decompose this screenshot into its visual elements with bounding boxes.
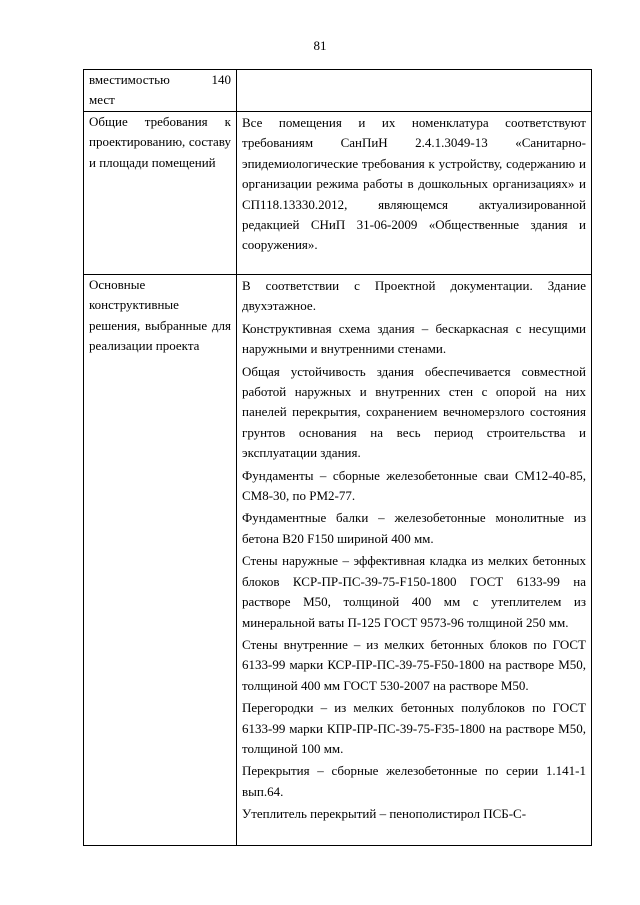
row-content-cell — [237, 275, 592, 846]
content-paragraph: Стены наружные – эффективная кладка из мелких бетонных блоков КСР-ПР-ПС-39-75-F150-1800 ГОСТ 6133-99 на растворе М50, толщиной 400 мм с утеплителем из минеральной ваты П-125 ГОСТ 9573-96 толщиной 250 мм. — [242, 553, 586, 630]
row-content-cell — [237, 112, 592, 275]
table-row — [84, 112, 592, 275]
row-label — [89, 70, 231, 90]
table-row — [84, 275, 592, 846]
row-label-continuation: мест — [89, 92, 115, 108]
project-spec-table — [83, 69, 592, 846]
content-paragraph: Утеплитель перекрытий – пенополистирол ПСБ-С- — [242, 806, 527, 822]
table-row — [84, 70, 592, 112]
content-paragraph: Перекрытия – сборные железобетонные по серии 1.141-1 вып.64. — [242, 763, 586, 799]
row-content-cell — [237, 70, 592, 112]
row-label-part: вместимостью — [89, 72, 170, 87]
content-paragraph: Стены внутренние – из мелких бетонных блоков по ГОСТ 6133-99 марки КСР-ПР-ПС-39-75-F50-1800 на растворе М50, толщиной 400 мм ГОСТ 530-2007 на растворе М50. — [242, 636, 586, 693]
content-paragraph: Фундаменты – сборные железобетонные сваи СМ12-40-85, СМ8-30, по РМ2-77. — [242, 467, 586, 504]
content-paragraph: Фундаментные балки – железобетонные монолитные из бетона В20 F150 шириной 400 мм. — [242, 510, 586, 546]
page-number: 81 — [313, 38, 327, 53]
content-paragraph: Конструктивная схема здания – бескаркасная с несущими наружными и внутренними стенами. — [242, 320, 586, 357]
row-label-cell — [84, 112, 237, 275]
row-label: Общие требования к проектированию, составу и площади помещений — [89, 114, 231, 170]
row-label-cell — [84, 70, 237, 112]
content-paragraph: Перегородки – из мелких бетонных полублоков по ГОСТ 6133-99 марки КПР-ПР-ПС-39-75-F35-1800 на растворе М50, толщиной 100 мм. — [242, 700, 586, 756]
row-label-cell — [84, 275, 237, 846]
content-paragraph: В соответствии с Проектной документации. Здание двухэтажное. — [242, 278, 586, 314]
content-paragraph: Общая устойчивость здания обеспечивается совместной работой наружных и внутренних стен с опорой на них панелей перекрытия, сохранением вечномерзлого состояния грунтов основания на весь период строительства и эксплуатации здания. — [242, 363, 586, 461]
content-paragraph: Все помещения и их номенклатура соответствуют требованиям СанПиН 2.4.1.3049-13 «Санитарно-эпидемиологические требования к устройству, содержанию и организации режима работы в дошкольных организациях» и СП118.13330.2012, являющемся актуализированной редакцией СНиП 31-06-2009 «Общественные здания и сооружения». — [242, 115, 586, 253]
row-label-part: 140 — [211, 72, 231, 87]
row-label: Основные конструктивные решения, выбранные для реализации проекта — [89, 277, 231, 354]
